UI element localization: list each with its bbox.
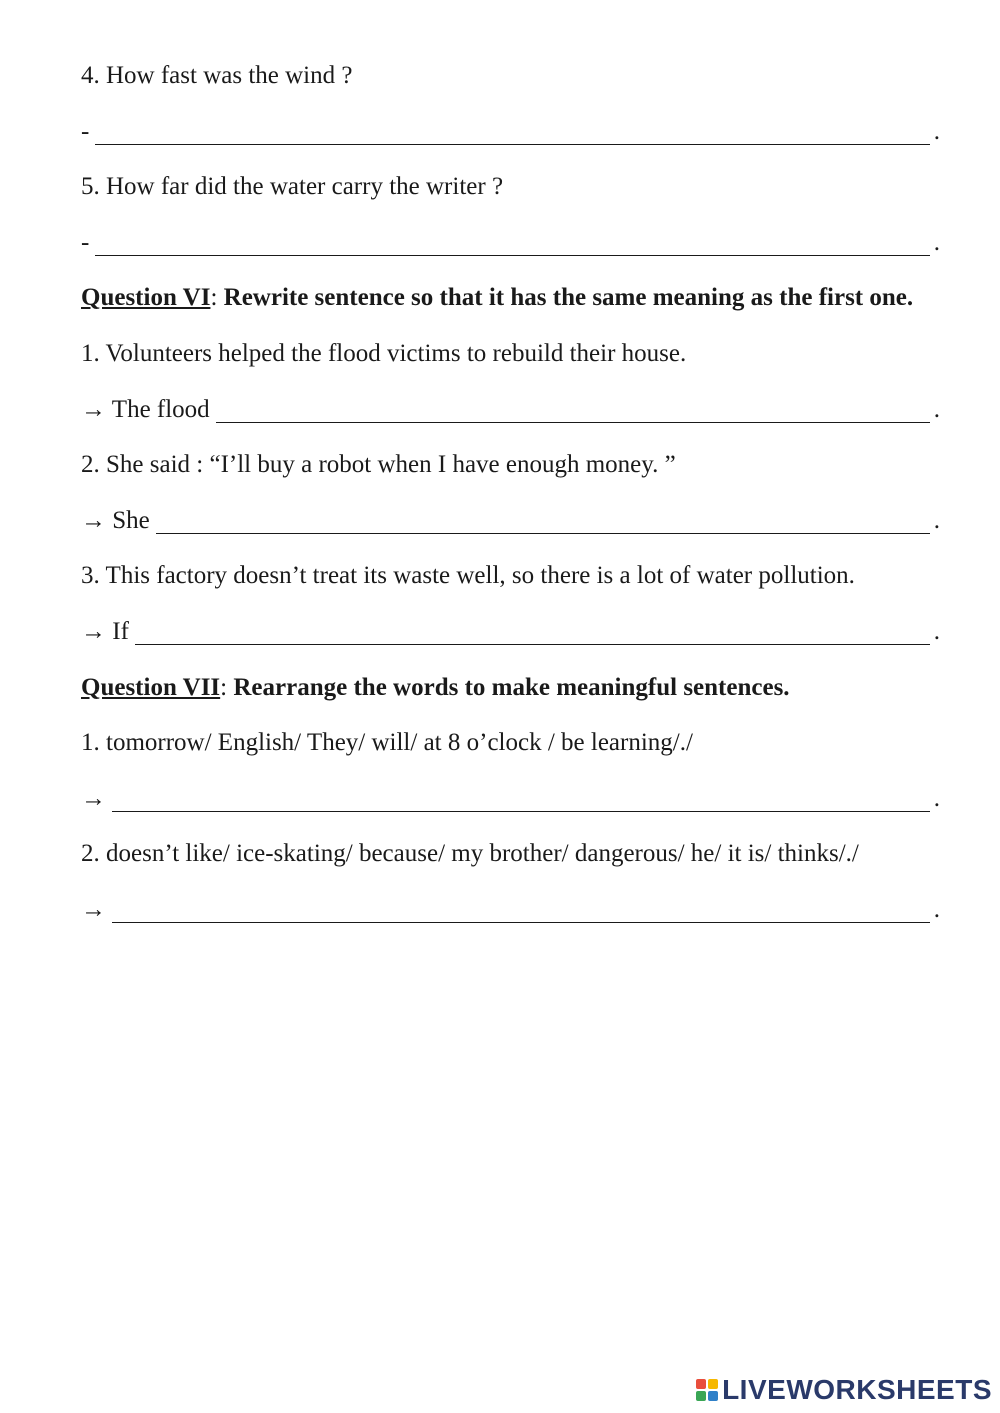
question-text: 1. tomorrow/ English/ They/ will/ at 8 o’clock / be learning/./ (81, 729, 693, 757)
section-instruction: Rearrange the words to make meaningful sentences. (227, 673, 790, 701)
liveworksheets-logo (696, 1373, 992, 1407)
answer-line (81, 893, 940, 927)
question-text: 3. This factory doesn’t treat its waste well, so there is a lot of water pollution. (81, 562, 855, 590)
answer-prefix: → She (81, 506, 150, 534)
question-text: 2. She said : “I’ll buy a robot when I have enough money. ” (81, 451, 676, 479)
answer-end-period: . (933, 896, 940, 923)
answer-blank[interactable] (112, 898, 930, 923)
logo-square-red (696, 1379, 706, 1389)
answer-blank[interactable] (156, 509, 930, 534)
logo-square-blue (708, 1391, 718, 1401)
question-text: 4. How fast was the wind ? (81, 62, 353, 89)
answer-prefix: - (81, 228, 90, 256)
answer-blank[interactable] (135, 620, 930, 645)
answer-end-period: . (933, 117, 940, 145)
question-text: 5. How far did the water carry the writer ? (81, 173, 504, 201)
section-colon: : (210, 284, 218, 312)
answer-end-period: . (933, 395, 940, 423)
answer-prefix: → (81, 896, 106, 923)
answer-line (81, 504, 940, 538)
section-label: Question VI (81, 284, 211, 312)
logo-square-green (696, 1391, 706, 1401)
answer-line (81, 615, 940, 649)
answer-blank[interactable] (112, 787, 930, 812)
section-instruction: Rewrite sentence so that it has the same meaning as the first one. (217, 284, 914, 312)
question-text: 1. Volunteers helped the flood victims to rebuild their house. (81, 340, 687, 367)
answer-prefix: → If (81, 618, 129, 645)
answer-line (81, 782, 940, 816)
answer-line (81, 115, 940, 149)
section-heading (81, 281, 940, 315)
logo-text: LIVEWORKSHEETS (722, 1374, 992, 1405)
answer-line (81, 393, 940, 427)
answer-end-period: . (933, 228, 940, 256)
answer-prefix: → The flood (81, 395, 210, 423)
logo-square-yellow (708, 1379, 718, 1389)
answer-prefix: - (81, 117, 90, 145)
answer-line (81, 226, 940, 260)
section-colon: : (220, 673, 228, 701)
answer-blank[interactable] (95, 120, 929, 145)
answer-blank[interactable] (95, 231, 929, 256)
answer-prefix: → (81, 784, 106, 812)
section-label: Question VII (81, 673, 221, 701)
answer-end-period: . (933, 784, 940, 812)
answer-end-period: . (933, 618, 940, 645)
section-heading (81, 671, 940, 705)
question-text: 2. doesn’t like/ ice-skating/ because/ my brother/ dangerous/ he/ it is/ thinks/./ (81, 840, 859, 868)
liveworksheets-logo-icon (696, 1379, 718, 1401)
answer-end-period: . (933, 506, 940, 534)
answer-blank[interactable] (216, 398, 930, 423)
